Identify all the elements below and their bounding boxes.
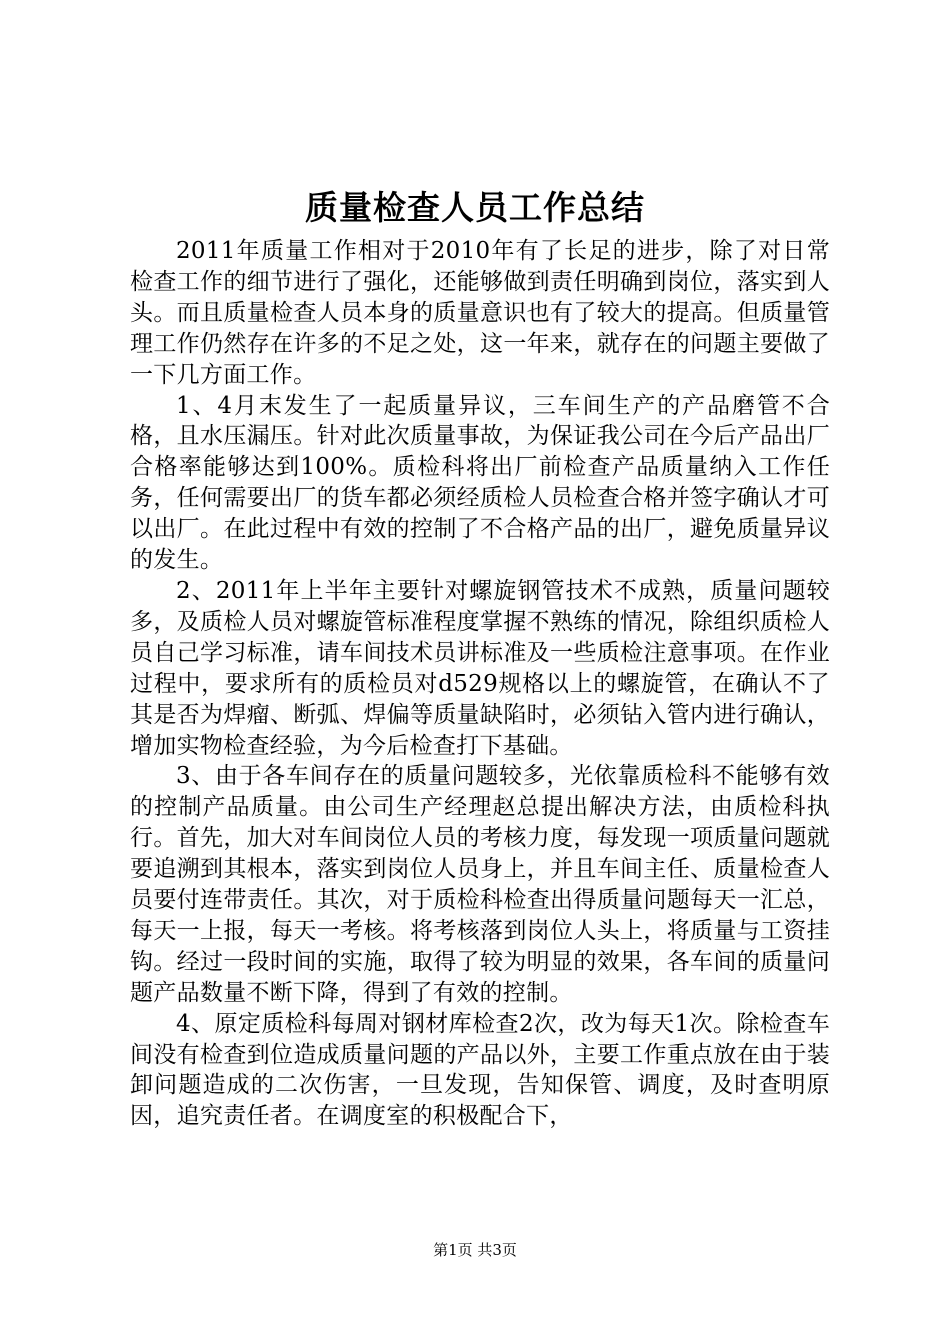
paragraph-item-1: 1、4月末发生了一起质量异议，三车间生产的产品磨管不合格，且水压漏压。针对此次质量事故，为保证我公司在今后产品出厂合格率能够达到100%。质检科将出厂前检查产品质量纳入工作任务，任何需要出厂的货车都必须经质检人员检查合格并签字确认才可以出厂。在此过程中有效的控制了不合格产品的出厂，避免质量异议的发生。 [130,392,830,574]
page-number-footer: 第1页 共3页 [433,1241,517,1259]
paragraph-item-3: 3、由于各车间存在的质量问题较多，光依靠质检科不能够有效的控制产品质量。由公司生产经理赵总提出解决方法，由质检科执行。首先，加大对车间岗位人员的考核力度，每发现一项质量问题就要追溯到其根本，落实到岗位人员身上，并且车间主任、质量检查人员要付连带责任。其次，对于质检科检查出得质量问题每天一汇总，每天一上报，每天一考核。将考核落到岗位人头上，将质量与工资挂钩。经过一段时间的实施，取得了较为明显的效果，各车间的质量问题产品数量不断下降，得到了有效的控制。 [130,763,830,1006]
paragraph-intro: 2011年质量工作相对于2010年有了长足的进步，除了对日常检查工作的细节进行了强化，还能够做到责任明确到岗位，落实到人头。而且质量检查人员本身的质量意识也有了较大的提高。但质量管理工作仍然存在许多的不足之处，这一年来，就存在的问题主要做了一下几方面工作。 [130,238,830,388]
document-title: 质量检查人员工作总结 [305,188,645,227]
document-body [130,236,830,1132]
paragraph-item-4: 4、原定质检科每周对钢材库检查2次，改为每天1次。除检查车间没有检查到位造成质量问题的产品以外，主要工作重点放在由于装卸问题造成的二次伤害，一旦发现，告知保管、调度，及时查明原因，追究责任者。在调度室的积极配合下， [130,1010,830,1130]
paragraph-item-2: 2、2011年上半年主要针对螺旋钢管技术不成熟，质量问题较多，及质检人员对螺旋管标准程度掌握不熟练的情况，除组织质检人员自己学习标准，请车间技术员讲标准及一些质检注意事项。在作业过程中，要求所有的质检员对d529规格以上的螺旋管，在确认不了其是否为焊瘤、断弧、焊偏等质量缺陷时，必须钻入管内进行确认，增加实物检查经验，为今后检查打下基础。 [130,577,830,759]
